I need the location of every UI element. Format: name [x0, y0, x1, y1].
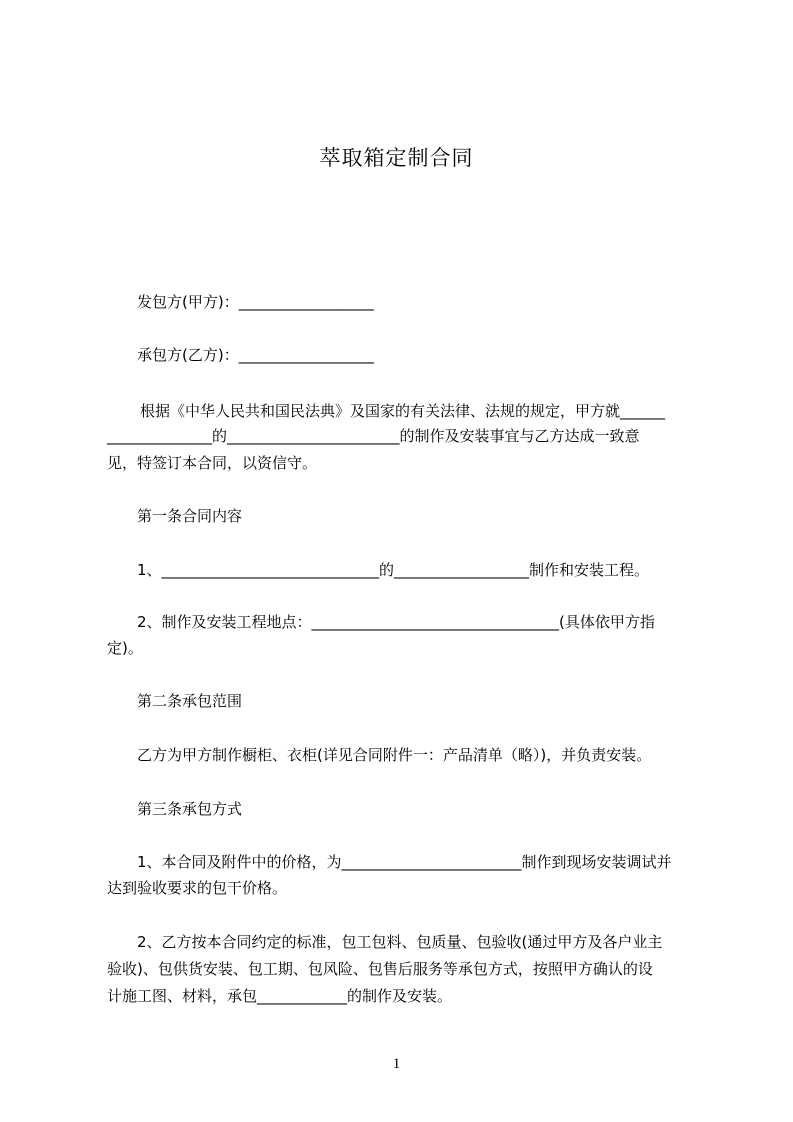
article-3-heading: 第三条承包方式 [137, 800, 243, 818]
article-2-heading: 第二条承包范围 [137, 692, 243, 710]
preamble-line-3: 见，特签订本合同，以资信守。 [107, 454, 318, 472]
party-a-line: 发包方(甲方)：__________________ [137, 293, 374, 311]
preamble-line-2: ______________的_______________________的制作及安装事宜与乙方达成一致意 [107, 427, 640, 445]
article-3-item-2-line-2: 验收)、包供货安装、包工期、包风险、包售后服务等承包方式，按照甲方确认的设 [107, 960, 653, 978]
article-1-item-2-line-2: 定)。 [107, 639, 143, 657]
party-b-line: 承包方(乙方)：__________________ [137, 346, 374, 364]
article-1-item-1: 1、_____________________________的__________________制作和安装工程。 [137, 561, 650, 579]
document-title: 萃取箱定制合同 [319, 146, 474, 170]
article-2-body: 乙方为甲方制作橱柜、衣柜(详见合同附件一：产品清单（略）)，并负责安装。 [137, 746, 652, 764]
page-number: 1 [392, 1056, 401, 1072]
article-3-item-1-line-2: 达到验收要求的包干价格。 [107, 879, 288, 897]
article-3-item-2-line-1: 2、乙方按本合同约定的标准，包工包料、包质量、包验收(通过甲方及各户业主 [137, 933, 663, 951]
article-1-item-2-line-1: 2、制作及安装工程地点：_________________________________(具体依甲方指 [137, 613, 655, 631]
preamble-line-1: 根据《中华人民共和国民法典》及国家的有关法律、法规的规定，甲方就______ [140, 402, 666, 420]
article-1-heading: 第一条合同内容 [137, 507, 243, 525]
article-3-item-1-line-1: 1、本合同及附件中的价格，为________________________制作到现场安装调试并 [137, 853, 672, 871]
article-3-item-2-line-3: 计施工图、材料，承包____________的制作及安装。 [107, 987, 453, 1005]
